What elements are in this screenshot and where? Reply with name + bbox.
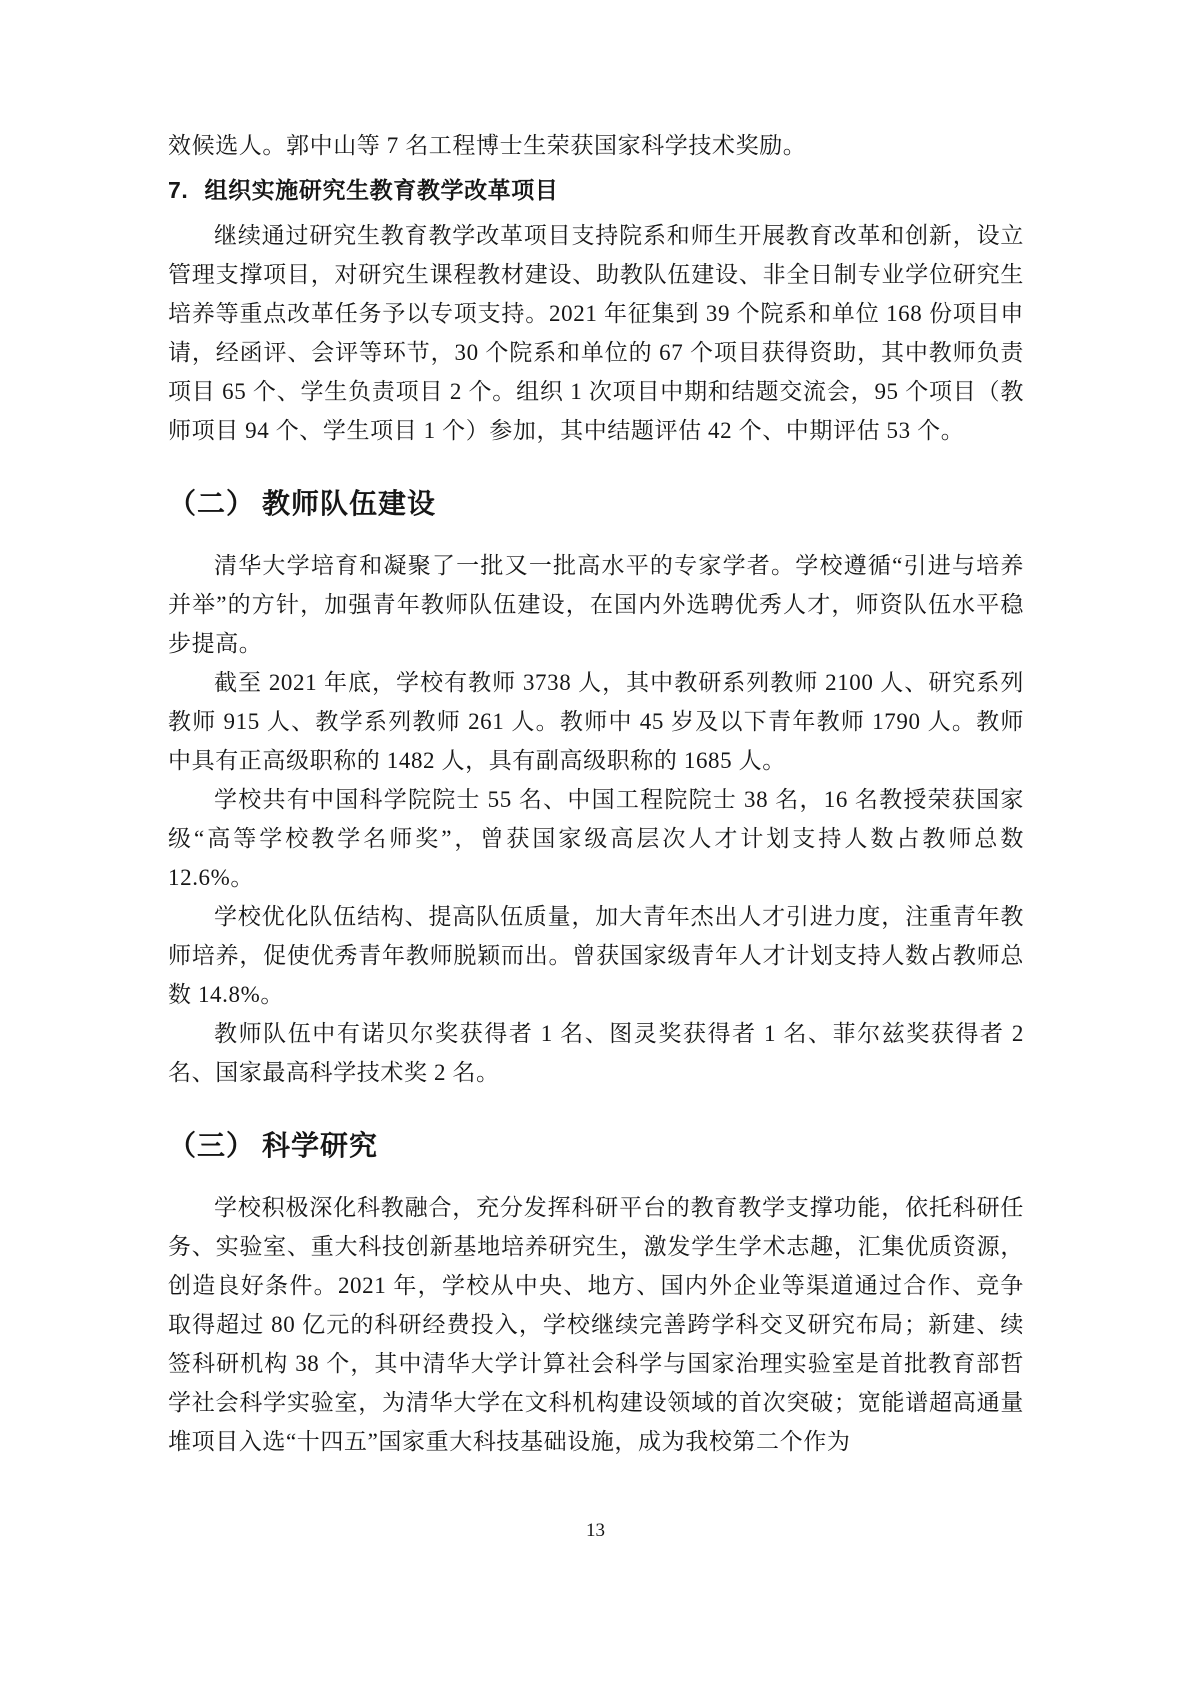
paragraph-academicians: 学校共有中国科学院院士 55 名、中国工程院院士 38 名，16 名教授荣获国家级“高等学校教学名师奖”，曾获国家级高层次人才计划支持人数占教师总数 12.6%。 <box>168 787 1024 890</box>
paragraph-top-awards: 教师队伍中有诺贝尔奖获得者 1 名、图灵奖获得者 1 名、菲尔兹奖获得者 2 名、国家最高科学技术奖 2 名。 <box>168 1021 1024 1085</box>
page-number: 13 <box>586 1520 605 1541</box>
paragraph-reform-projects: 继续通过研究生教育教学改革项目支持院系和师生开展教育改革和创新，设立管理支撑项目，对研究生课程教材建设、助教队伍建设、非全日制专业学位研究生培养等重点改革任务予以专项支持。2021 年征集到 39 个院系和单位 168 份项目申请，经函评、会评等环节，30 个院系和单位的 67 个项目获得资助，其中教师负责项目 65 个、学生负责项目 2 个。组织 1 次项目中期和结题交流会，95 个项目（教师项目 94 个、学生项目 1 个）参加，其中结题评估 42 个、中期评估 53 个。 <box>168 223 1024 443</box>
section-prefix: （三） <box>168 1130 256 1161</box>
paragraph-continuation: 效候选人。郭中山等 7 名工程博士生荣获国家科学技术奖励。 <box>168 133 807 158</box>
section-title: 科学研究 <box>262 1130 379 1161</box>
page-content <box>168 126 1024 1461</box>
paragraph-faculty-numbers: 截至 2021 年底，学校有教师 3738 人，其中教研系列教师 2100 人、研究系列教师 915 人、教学系列教师 261 人。教师中 45 岁及以下青年教师 1790 人。教师中具有正高级职称的 1482 人，具有副高级职称的 1685 人。 <box>168 670 1024 773</box>
subheading-number: 7. <box>168 177 189 203</box>
subheading-7 <box>168 174 1024 206</box>
paragraph-research: 学校积极深化科教融合，充分发挥科研平台的教育教学支撑功能，依托科研任务、实验室、重大科技创新基地培养研究生，激发学生学术志趣，汇集优质资源，创造良好条件。2021 年，学校从中央、地方、国内外企业等渠道通过合作、竞争取得超过 80 亿元的科研经费投入，学校继续完善跨学科交叉研究布局；新建、续签科研机构 38 个，其中清华大学计算社会科学与国家治理实验室是首批教育部哲学社会科学实验室，为清华大学在文科机构建设领域的首次突破；宽能谱超高通量堆项目入选“十四五”国家重大科技基础设施，成为我校第二个作为 <box>168 1195 1024 1454</box>
section-heading-2 <box>168 485 1024 523</box>
subheading-title: 组织实施研究生教育教学改革项目 <box>204 177 559 203</box>
section-title: 教师队伍建设 <box>262 488 437 519</box>
paragraph-faculty-intro: 清华大学培育和凝聚了一批又一批高水平的专家学者。学校遵循“引进与培养并举”的方针，加强青年教师队伍建设，在国内外选聘优秀人才，师资队伍水平稳步提高。 <box>168 553 1024 656</box>
section-heading-3 <box>168 1127 1024 1165</box>
paragraph-young-talent: 学校优化队伍结构、提高队伍质量，加大青年杰出人才引进力度，注重青年教师培养，促使优秀青年教师脱颖而出。曾获国家级青年人才计划支持人数占教师总数 14.8%。 <box>168 904 1024 1007</box>
section-prefix: （二） <box>168 488 256 519</box>
